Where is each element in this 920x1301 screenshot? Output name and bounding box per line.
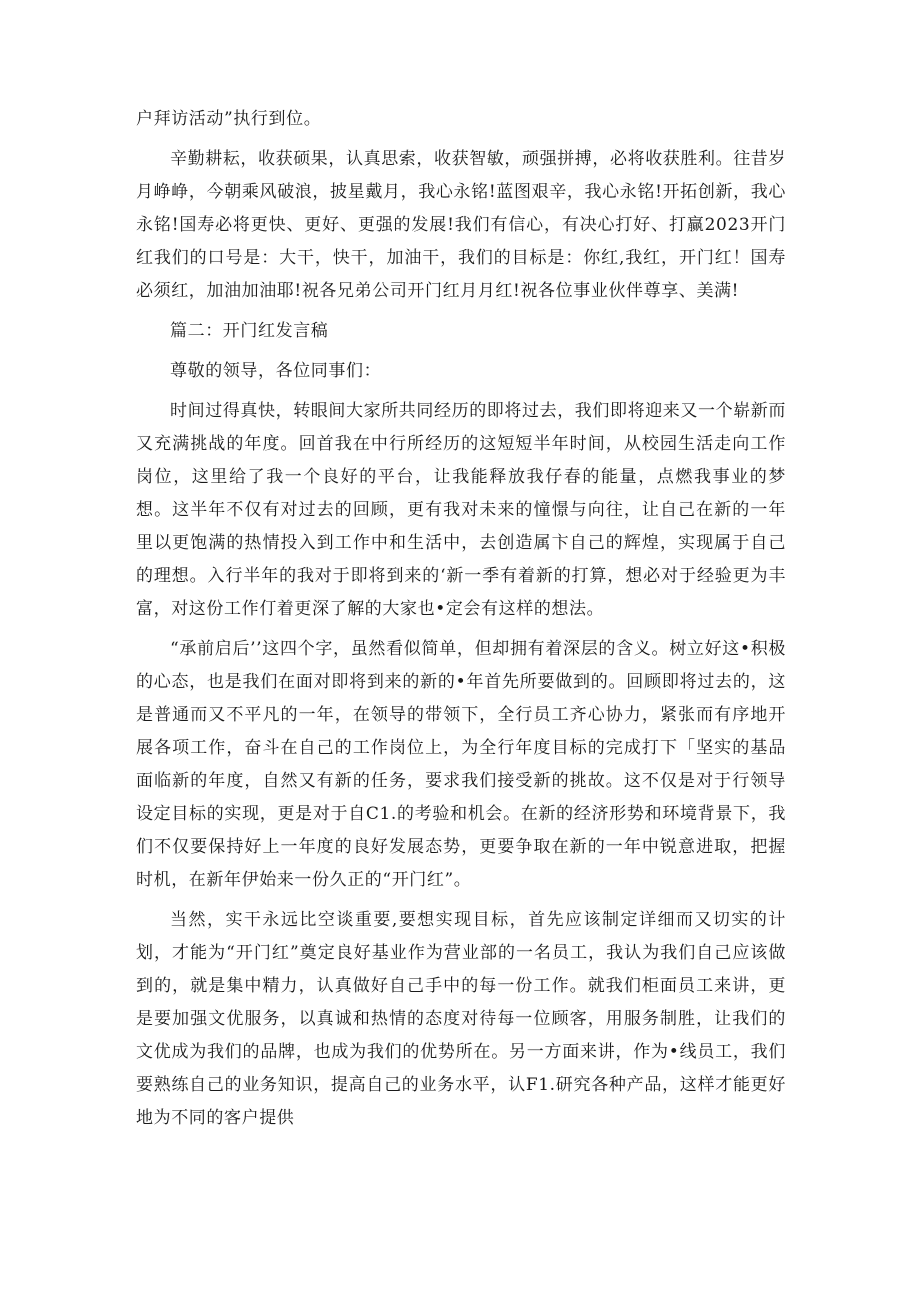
paragraph-body: “承前启后’’这四个字，虽然看似简单，但却拥有着深层的含义。树立好这•积极的心态，也是我们在面对即将到来的新的•年首先所要做到的。回顾即将过去的，这是普通而又不平凡的一年，在领导的带领下，全行员工齐心协力，紧张而有序地开展各项工作，奋斗在自己的工作岗位上，为全行年度目标的完成打下「坚实的基品面临新的年度，自然又有新的任务，要求我们接受新的挑故。这不仅是对于行领导设定目标的实现，更是对于自C1.的考验和机会。在新的经济形势和环境背景下，我们不仅要保持好上一年度的良好发展态势，更要争取在新的一年中锐意进取，把握时机，在新年伊始来一份久正的“开门红”。 [136, 639, 786, 890]
paragraph-body: 时间过得真快，转眼间大家所共同经历的即将过去，我们即将迎来又一个崭新而又充满挑战的年度。回首我在中行所经历的这短短半年时间，从校园生活走向工作岗位，这里给了我一个良好的平台，让我能释放我仔春的能量，点燃我事业的梦想。这半年不仅有对过去的回顾，更有我对未来的憧憬与向往，让自己在新的一年里以更饱满的热情投入到工作中和生活中，去创造属卞自己的辉煌，实现属于自己的理想。入行半年的我对于即将到来的‘新一季有着新的打算，想必对于经验更为丰富，对这份工作仃着更深了解的大家也•定会有这样的想法。 [136, 401, 786, 619]
section-heading: 篇二：开门红发言稿 [170, 321, 329, 341]
paragraph-continuation: 户拜访活动”执行到位。 [136, 109, 322, 129]
paragraph-body: 当然，实干永远比空谈重要,要想实现目标，首先应该制定详细而又切实的计划，才能为“开门红”奠定良好基业作为营业部的一名员工，我认为我们自己应该做到的，就是集中精力，认真做好自己手中的每一份工作。就我们柜面员工来讲，更是要加强文优服务，以真诚和热情的态度对待每一位顾客，用服务制胜，让我们的文优成为我们的品牌，也成为我们的优势所在。另一方面来讲，作为•线员工，我们要熟练自己的业务知识，提高自己的业务水平，认F1.研究各种产品，这样才能更好地为不同的客户提供 [136, 910, 786, 1128]
salutation: 尊敬的领导，各位同事们： [170, 361, 382, 381]
document-page [136, 103, 786, 1142]
paragraph-slogan: 辛勤耕耘，收获硕果，认真思索，收获智敏，顽强拼搏，必将收获胜利。往昔岁月峥峥，今朝乘风破浪，披星戴月，我心永铭!蓝图艰辛，我心永铭!开拓创新，我心永铭!国寿必将更快、更好、更强的发展!我们有信心，有决心打好、打赢2023开门红我们的口号是：大干，快干，加油干，我们的目标是：你红,我红，开门红！国寿必须红，加油加油耶!祝各兄弟公司开门红月月红!祝各位事业伙伴尊享、美满! [136, 149, 786, 301]
